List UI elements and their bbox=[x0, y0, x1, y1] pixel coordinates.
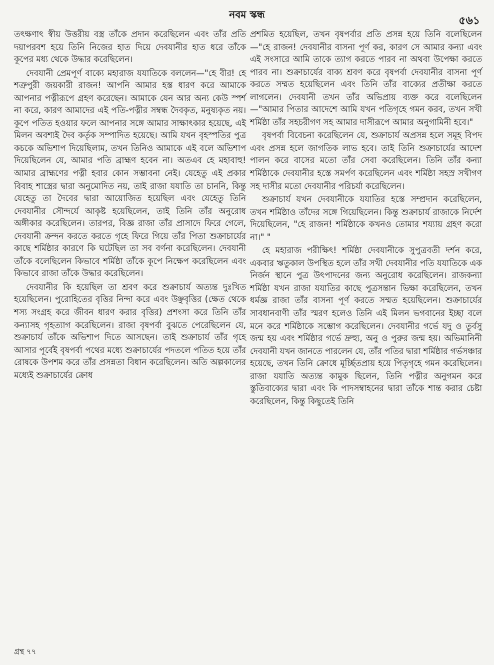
paragraph: দেবযানী প্রেমপূর্ণ বাক্যে মহারাজ যযাতিকে বললেন—"হে বীর! হে শত্রুপুরী জয়কারী রাজন! আপনি আমার হস্ত ধারণ করে আমাকে আপনার পত্নীরূপে গ্রহণ করেছেন। আমাকে যেন আর অন্য কেউ স্পর্শ না করে, কারণ আমাদের এই পতি-পত্নীর সম্বন্ধ দৈবকৃত, মনুষ্যকৃত নয়। কূপে পতিত হওয়ার ফলে আপনার সঙ্গে আমার সাক্ষাৎকার হয়েছে, এই মিলন অবশ্যই দৈব কর্তৃক সম্পাদিত হয়েছে। আমি যখন বৃহস্পতির পুত্র কচকে অভিশাপ দিয়েছিলাম, তখন তিনিও আমাকে এই বলে অভিশাপ দিয়েছিলেন যে, আমার পতি ব্রাহ্মণ হবেন না। অতএব হে মহাবাহু! আমার ব্রাহ্মণের পত্নী হবার কোন সম্ভাবনা নেই। যেহেতু এই প্রকার বিবাহ শাস্ত্রের দ্বারা অনুমোদিত নয়, তাই রাজা যযাতি তা চাননি, কিন্তু যেহেতু তা দৈবের দ্বারা আয়োজিত হয়েছিল এবং যেহেতু তিনি দেবযানীর সৌন্দর্যে আকৃষ্ট হয়েছিলেন, তাই তিনি তাঁর অনুরোধ অঙ্গীকার করেছিলেন। তারপর, বিজ্ঞ রাজা তাঁর প্রাসাদে ফিরে গেলে, দেবযানী ক্রন্দন করতে করতে গৃহে ফিরে গিয়ে তাঁর পিতা শুক্রাচার্যের কাছে শর্মিষ্ঠার কারণে কি ঘটেছিল তা সব বর্ণনা করেছিলেন। দেবযানী তাঁকে বলেছিলেন কিভাবে শর্মিষ্ঠা তাঁকে কূপে নিক্ষেপ করেছিলেন এবং কিভাবে রাজা তাঁকে উদ্ধার করেছিলেন। bbox=[14, 67, 246, 279]
paragraph: তৎক্ষণাৎ স্বীয় উত্তরীয় বস্ত্র তাঁকে প্রদান করেছিলেন এবং তাঁর প্রতি দয়াপরবশ হয়ে তিনি নিজের হাত দিয়ে দেবযানীর হাত ধরে তাঁকে কূপের মধ্য থেকে উদ্ধার করেছিলেন। bbox=[14, 29, 246, 65]
paragraph: প্রশমিত হয়েছিল, তখন বৃষপর্বার প্রতি প্রসন্ন হয়ে তিনি বলেছিলেন—"হে রাজন! দেবযানীর বাসনা পূর্ণ কর, কারণ সে আমার কন্যা এবং এই সংসারে আমি তাকে ত্যাগ করতে পারব না অথবা উপেক্ষা করতে পারব না। শুক্রাচার্যের বাক্য শ্রবণ করে বৃষপর্বা দেবযানীর বাসনা পূর্ণ করতে সম্মত হয়েছিলেন এবং তিনি তাঁর বাক্যের প্রতীক্ষা করতে লাগলেন। দেবযানী তখন তাঁর অভিপ্রায় ব্যক্ত করে বলেছিলেন—"আমার পিতার আদেশে আমি যখন পতিগৃহে গমন করব, তখন সখী শর্মিষ্ঠা তাঁর সহচরীগণ সহ আমার দাসীরূপে আমার অনুগামিনী হবে।" bbox=[250, 29, 482, 127]
page-number: ৫৬১ bbox=[458, 14, 480, 27]
paragraph: বৃষপর্বা বিবেচনা করেছিলেন যে, শুক্রাচার্য অপ্রসন্ন হলে সমূহ বিপদ এবং প্রসন্ন হলে জাগতিক লাভ হবে। তাই তিনি শুক্রাচার্যের আদেশ পালন করে বাসের মতো তাঁর সেবা করেছিলেন। তিনি তাঁর কন্যা শর্মিষ্ঠাকে দেবযানীর হস্তে সমর্পণ করেছিলেন এবং শর্মিষ্ঠা সহস্র সখীগণ সহ দাসীর মতো দেবযানীর পরিচর্যা করেছিলেন। bbox=[250, 130, 482, 191]
signature-mark: গ্রন্থ ৭৭ bbox=[14, 647, 37, 656]
left-column bbox=[14, 28, 246, 381]
paragraph: শুক্রাচার্য যখন দেবযানীকে যযাতির হস্তে সম্প্রদান করেছিলেন, তখন শর্মিষ্ঠাও তাঁদের সঙ্গে গিয়েছিলেন। কিন্তু শুক্রাচার্য রাজাকে নির্দেশ দিয়েছিলেন, "হে রাজন! শর্মিষ্ঠাকে কখনও তোমার শয্যায় গ্রহণ করো না।" " bbox=[250, 194, 482, 242]
right-column bbox=[250, 28, 482, 407]
running-title: নবম স্কন্ধ bbox=[229, 10, 265, 21]
page-header bbox=[0, 6, 494, 26]
paragraph: হে মহারাজ পরীক্ষিৎ! শর্মিষ্ঠা দেবযানীকে সুপুত্রবতী দর্শন করে, একবার ঋতুকাল উপস্থিত হলে তাঁর সখী দেবযানীর পতি যযাতিকে এক নির্জন স্থানে পুত্র উৎপাদনের জন্য অনুরোধ করেছিলেন। রাজকন্যা শর্মিষ্ঠা যখন রাজা যযাতির কাছে পুত্রসন্তান ভিক্ষা করেছিলেন, তখন ধর্মজ্ঞ রাজা তাঁর বাসনা পূর্ণ করতে সম্মত হয়েছিলেন। শুক্রাচার্যের সাবধানবাণী তাঁর স্মরণ হলেও তিনি এই মিলন ভগবানের ইচ্ছা বলে মনে করে শর্মিষ্ঠাকে সম্ভোগ করেছিলেন। দেবযানীর গর্ভে যদু ও তুর্বসু জন্ম হয় এবং শর্মিষ্ঠার গর্ভে দ্রুহ্যু, অনু ও পুরুর জন্ম হয়। অভিমানিনী দেবযানী যখন জানতে পারলেন যে, তাঁর পতির দ্বারা শর্মিষ্ঠার গর্ভসঞ্চার হয়েছে, তখন তিনি ক্রোধে মূর্চ্ছিতপ্রায় হয়ে পিতৃগৃহে গমন করেছিলেন। রাজা যযাতি অত্যন্ত কামুক ছিলেন, তিনি পত্নীর অনুগমন করে স্তুতিবাক্যের দ্বারা এবং কি পাদসম্বাহনের দ্বারা তাঁকে শান্ত করার চেষ্টা করেছিলেন, কিন্তু কিছুতেই তিনি bbox=[250, 245, 483, 406]
paragraph: দেবযানীর কি হয়েছিল তা শ্রবণ করে শুক্রাচার্য অত্যন্ত দুঃখিত হয়েছিলেন। পুরোহিতের বৃত্তির নিন্দা করে এবং উঞ্ছবৃত্তির (ক্ষেত থেকে শস্য সংগ্রহ করে জীবন ধারণ করার বৃত্তির) প্রশংসা করে তিনি তাঁর কন্যাসহ গৃহত্যাগ করেছিলেন। রাজা বৃষপর্বা বুঝতে পেরেছিলেন যে, শুক্রাচার্য তাঁকে অভিশাপ দিতে আসছেন। তাই শুক্রাচার্য তাঁর গৃহে আসার পূর্বেই বৃষপর্বা পথের মধ্যে শুক্রাচার্যের পদতলে পতিত হয়ে তাঁর রোষকে উপশম করে তাঁর প্রসন্নতা বিধান করেছিলেন। অতি অল্পকালের মধ্যেই শুক্রাচার্যের ক্রোধ bbox=[14, 281, 246, 380]
